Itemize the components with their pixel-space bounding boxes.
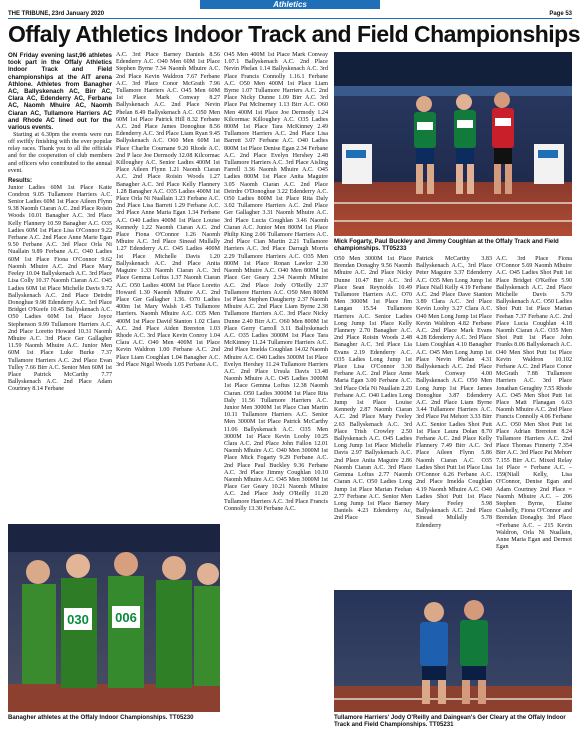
photo-runners-podium (334, 52, 572, 236)
article-column-5 (416, 256, 492, 586)
results-text: O45 Men 400M 1st Place Mark Conway 1.07.1 Ballyskenach A.C. 2nd Place Nevin Phelan 1.14 Ballyskenach A.C. 3rd Place Francis Connolly 1.16.1 Ferbane A.C. O50 Men 400M 1st Place Liam Byrne 1.07 Tullamore Harriers A.C. 2nd Place Nicky Dunne 1.09 Birr A.C. 3rd Place Pat McInerney 1.13 Birr A.C. O60 Men 400M 1st Place Joe Dermody 1.24 Kilcormac Killoughey A.C. O35 Ladies 800M 1st Place Tara McKinney 2.49 Tullamore Harriers A.C. 2nd Place Lisa Barrett 3.07 Ferbane A.C. O40 Ladies 800M 1st Place Denise Egan 2.34 Ferbane A.C. 2nd Place Evelyn Hershey 2.48 Tullamore Harriers A.C. 3rd Place Aisling Farrell 3.36 Naomh Mhuire A.C. O45 Ladies 800M 1st Place Anita Maguire 3.05 Naomh Ciaran A.C. 2nd Place Deirdre O'Donoghue 3.22 Edenderry A.C. O50 Ladies 800M 1st Place Rita Daly 3.02 Tullamore Harriers A.C. 2nd Place Ger Gallagher 3.31 Naomh Mhuire A.C. 3rd Place Lucia Coughlan 3.46 Naomh Ciaran A.C. Junior Men 800M 1st Place Philip King 2.06 Tullamore Harriers A.C. 2nd Place Cian Martin 2.21 Tullamore Harriers A.C. 3rd Place Darragh Morris 2.29 Tullamore Harriers A.C. O35 Men 800M 1st Place Ronan Lawlor 2.30 Naomh Mhuire A.C. O40 Men 800M 1st Place Ger Geary 2.34 Naomh Mhuire A.C. 2nd Place Jody O'Reilly 2.37 Tullamore Harriers A.C. O50 Men 800M 1st Place Stephen Daugherty 2.37 Naomh Mhuire A.C. 2nd Place Liam Byrne 2.38 Tullamore Harriers A.C. 3rd Place Nicky Dunne 2.40 Birr A.C. O60 Men 800M 1st Place Gerry Carroll 3.11 Ballyskenach A.C. O35 Ladies 3000M 1st Place Tara McKinney 11.24 Tullamore Harriers A.C. 2nd Place Imelda Coughlan 14.02 Naomh Mhuire A.C. O40 Ladies 3000M 1st Place Evelyn Hershey 11.24 Tullamore Harriers A.C. 2nd Place Ursula Davis 13.48 Naomh Mhuire A.C. O45 Ladies 3000M 1st Place Gemma Loftus 12.38 Naomh Ciaran. O50 Ladies 3000M 1st Place Rita Daly 11.56 Tullamore Harriers A.C. Junior Men 3000M 1st Place Cian Martin 10.11 Tullamore Harriers A.C. Senior Men 3000M 1st Place Patrick McCarthy 11.06 Ballyskenach A.C. O35 Men 3000M 1st Place Kevin Looby 10.25 Clara A.C. 2nd Place John Fallon 12.01 Naomh Mhuire A.C. O40 Men 3000M 1st Place Mick Fogarty 9.29 Ferbane A.C. 2nd Place Paul Buckley 9.36 Ferbane A.C. 3rd Place Jimmy Coughlan 10.10 Naomh Mhuire A.C. O45 Men 3000M 1st Place Ger Geary 10.21 Naomh Mhuire A.C. 2nd Place Jody O'Reilly 11.20 Tullamore Harriers A.C. 3rd Place Francis Connolly 13.30 Ferbane A.C. (224, 52, 328, 512)
article-column-4 (334, 256, 412, 586)
headline: Offaly Athletics Indoor Track and Field Championships (8, 21, 580, 47)
page-number: Page 53 (549, 11, 572, 17)
photo-caption: Banagher athletes at the Offaly Indoor Championships. TT05230 (8, 714, 194, 721)
article-column-1 (8, 52, 112, 394)
paper-date: THE TRIBUNE, 23rd January 2020 (8, 11, 105, 17)
results-text: Patrick McCarthy 3.83 Ballyskenach A.C., 3rd Place Peter Maguire 3.37 Edenderry A.C. O35 Men Long Jump 1st Place Niall Kelly 4.19 Ferbane A.C. 2nd Place Dave Stanton 3.89 Clara A.C. 3rd Place Kevin Looby 3.27 Clara A.C. O40 Men Long Jump 1st Place Kevin Waldron 4.82 Ferbane A.C. 2nd Place Mark Evans 4.28 Edenderry A.C. 3rd Place Liam Coughlan 4.10 Banagher A.C. O45 Men Long Jump 1st Place Nevin Phelan 4.31 Ballyskenach A.C. 2nd Place Mark Conway 4.00 Ballyskenach A.C. O50 Men Long Jump 1st Place James Donoghue 3.87 Edenderry A.C. 2nd Place Liam Byrne 3.44 Tullamore Harriers A.C. 3rd Place Pat Mehorr 3.33 Birr A.C. Senior Ladies Shot Putt 1st Place Laura Dolan 8.70 Ferbane A.C. 2nd Place Kelly Flannery 7.49 Birr A.C. 3rd Place Aileen Flynn 5.86 Naomh Ciaran A.C. O35 Ladies Shot Putt 1st Place Lisa O'Connor 6.26 Ferbane A.C. 2nd Place Imelda Coughlan 4.19 Naomh Mhuire A.C. O40 Ladies Shot Putt 1st Place Mary Feeley 5.98 Ballyskenach A.C. 2nd Place Sinead Mullally 5.78 Edenderry (416, 256, 492, 529)
results-text: O50 Men 3000M 1st Place Brendan Donaghy 9.56 Naomh Mhuire A.C. 2nd Place Nicky Dunne 10.47 Birr A.C. 3rd Place Sean Reynolds 10.49 Tullamore Harriers A.C. O70 Men 3000M 1st Place Jim Langan 15.54 Tullamore Harriers A.C. Senior Ladies Long Jump 1st Place Kelly Flannery 2.70 Banagher A.C. 2nd Place Roisin Woods 2.48 Banagher A.C. 3rd Place Lia Evans 2.19 Edenderry A.C. O35 Ladies Long Jump 1st Place Lisa O'Connor 3.30 Ferbane A.C. 2nd Place Anne Maria Egan 3.00 Ferbane A.C. 3rd Place Orla Ni Nuallain 2.20 Ferbane A.C. O40 Ladies Long Jump 1st Place Louise Kennedy 2.87 Naomh Ciaran A.C. 2nd Place Mary Feeley 2.63 Ballyskenach A.C. 3rd Place Trish Crowley 2.50 Ballyskenach A.C. O45 Ladies Long Jump 1st Place Michelle Davis 2.97 Ballyskenach A.C. 2nd Place Anita Maguire 2.86 Naomh Ciaran A.C. 3rd Place Gemma Loftus 2.77 Naomh Ciaran A.C. O50 Ladies Long Jump 1st Place Marian Feehan 2.77 Ferbane A.C. Senior Men Long Jump 1st Place Barney Daniels 4.23 Edenderry Ac, 2nd Place (334, 256, 412, 522)
lead-paragraph: ON Friday evening last,96 athletes took part in the Offaly Athletics Indoor Track and Field championships at the AIT arena Athlone. Athletes from Banagher AC, Ballyskenach AC, Birr AC, Clara AC, Edenderry AC, Ferbane AC, Naomh Mhuire AC, Naomh Ciaran AC, Tullamore Harriers AC and Rhode AC lined out for the various events. (8, 52, 112, 132)
photo-tullamore-daingean-image (334, 590, 572, 712)
bib-number: 030 (67, 612, 89, 627)
photo-caption: Tullamore Harriers' Jody O'Reilly and Daingean's Ger Cleary at the Offaly Indoor Track and Field Championships. TT05231 (334, 714, 566, 728)
photo-caption: Mick Fogarty, Paul Buckley and Jimmy Coughlan at the Offaly Track and Field championships. TT05233 (334, 238, 559, 252)
bib-number: 006 (115, 610, 137, 625)
intro-paragraph: Starting at 6.30pm the events were run off swiftly finishing with the ever popular relay races. Thank you to all the officials and for the cooperation of club members and officers who contributed to the annual event. (8, 131, 112, 174)
page-header-row (8, 10, 572, 19)
article-column-6 (496, 256, 572, 586)
results-text: A.C. 3rd Place Barney Daniels 8.56 Edenderry A.C. O40 Men 60M 1st Place Stephen Byrne 7.34 Naomh Mhuire A.C. 2nd Place Kevin Waldron 7.67 Ferbane A.C. 3rd Place Conor McGrath 7.96 Tullamore Harriers A.C. O45 Men 60M 1st Place Mark Conway 8.27 Ballyskenach A.C. 2nd Place Nevin Phelan 8.49 Ballyskenach A.C. O50 Men 60M 1st Place Patrick Hill 8.32 Ferbane A.C. 2nd Place James Donoghue 8.56 Edenderry A.C. 3rd Place Liam Ryan 9.45 Ballyskenach A.C. O60 Men 60M 1st Place Charlie Cournane 9.20 Rhode A.C. 2nd P lace Joe Dermody 12.08 Kilcormac Killoughey A.C. Senior Ladies 400M 1st Place Aileen Flynn 1.21 Naomh Ciaran A.C. 2nd Place Roisin Woods 1.27 Banagher A.C. 3rd Place Kelly Flannery 1.28 Banagher A.C. O35 Ladies 400M 1st Place Orla Ni Nuallain 1.23 Ferbane A.C. 2nd Place Lisa Barrett 1.29 Ferbane A.C. 3rd Place Anne Maria Egan 1.34 Ferbane A.C. O40 Ladies 400M 1st Place Louise Kennedy 1.22 Naomh Ciaran A.C. 2nd Place Fiona O'Connor 1.26 Naomh Mhuire A.C. 3rd Place Sinead Mullally 1.27 Edenderry A.C. O45 Ladies 400M 1st Place Michelle Davis 1.20 Ballyskenach A.C. 2nd Place Anita Maguire 1.33 Naomh Ciaran A.C. 3rd Place Gemma Loftus 1.37 Naomh Ciaran A.C. O50 Ladies 400M 1st Place Loretto Howard 1.30 Naomh Mhuire A.C. 2nd Place Ger Gallagher 1.36. O70 Ladies 400m 1st Mary Walsh 1.45 Tullamore Harriers. Naomh Mhuire A.C. O35 Men 400M 1st Place David Stanton 1.02 Clara A.C. 2nd Place Aiden Brereton 1.03 Rhode A.C. 3rd Place Kevin Conroy 1.04 Clara A.C. O40 Men 400M 1st Place Kevin Waldron 1.00 Ferbane A.C. 2nd Place Liam Coughlan 1.04 Banagher A.C. 3rd Place Nigel Woods 1.05 Ferbane A.C. (116, 52, 220, 368)
photo-runners-podium-image (334, 52, 572, 236)
section-header (0, 0, 580, 10)
article-column-2 (116, 52, 220, 522)
photo-tullamore-daingean (334, 590, 572, 712)
results-text: A.C. 3rd Place Fiona O'Connor 5.69 Naomh Mhuire A.C. O45 Ladies Shot Putt 1st Place Bridget O'Keffee 5.90 Ballyskenach A.C. 2nd Place Michelle Davis 5.79 Ballyskenach A.C. O50 Ladies Shot Putt 1st Place Marian Feehan 7.37 Ferbane A.C. 2nd Place Lucia Coughlan 4.18 Naomh Ciaran A.C. O35 Men Shot Putt 1st Place John Franks 8.06 Ballyskenach A.C. O40 Men Shot Putt 1st Place Kevin Waldron 10.102 Ferbane A.C. 2nd Place Conor McGrath 7.88 Tullamore Harriers A.C. 3rd Place Jonathan Geraghty 7.55 Rhode A.C. O45 Men Shot Putt 1st Place Matt Flanagan 6.63 Naomh Mhuire A.C. 2nd Place Francis Connolly 4.06 Ferbane A.C. O50 Men Shot Putt 1st Place Adrian Brereton 8.24 Tullamore Harriers A.C. 2nd Place Thomas Finnerty 7.354 Birr A.C. 3rd Place Pat Mehorr 7.155 Birr A.C. Mixed Relay 1st Place = Ferbane A.C. – 159(Niall Kelly, Lisa O'Connor, Denise Egan and Adam Courtney 2nd Place = Naomh Mhuire A.C. – 206 Stephen Byrne, Elaine Cushelly, Fiona O'Connor and Brendan Donaghy. 3rd Place =Ferbane A.C. – 215 Kevin Waldron, Orla Ni Nuallain, Anne Maria Egan and Dermot Egan (496, 256, 572, 551)
photo-banagher-athletes (8, 524, 220, 712)
article-column-3 (224, 52, 328, 707)
section-label: Athletics (200, 0, 380, 9)
results-heading: Results: (8, 176, 33, 184)
results-text: Junior Ladies 60M 1st Place Katie Condron 9.05 Tullamore Harriers A.C. Senior Ladies 60M 1st Place Aileen Flynn 9.38 Naomh Ciaran A.C. 2nd Place Roisin Woods 10.01 Banagher A.C. 3rd Place Kelly Flannery 10.59 Banagher A.C. O35 Ladies 60M 1st Place Lisa O'Connor 9.22 Ferbane A.C. 2nd Place Anne Marie Egan 9.50 Ferbane A.C. 3rd Place Orla Ni Nuallain 9.89 Ferbane A.C. O40 Ladies 60M 1st Place Fiona O'Connor 9.62 Naomh Mhuire A.C. 2nd Place Mary Feeley 10.04 Ballyskenach A.C. 3rd Place Lisa Colly 10.37 Naomh Ciaran A.C. O45 Ladies 60M 1st Place Michelle Davis 9.72 Ballyskenach A.C. 2nd Place Deirdre Donoghue 9.98 Edenderry A.C. 3rd Place Bridget O'Keefe 10.45 Ballyskenach A.C. O50 Ladies 60M 1st Place Joyce Stephenson 9.99 Tullamore Harriers A.C. 2nd Place Loretto Howard 10.31 Naomh Mhuire A.C. 3rd Place Ger Gallagher 11.59 Naomh Mhuire A.C. Junior Men 60M 1st Place Luke Burke 7.37 Tullamore Harriers A.C. 2nd Place Evan Tulley 7.66 Birr A.C. Senior Men 60M 1st Place Patrick McCarthy 7.77 Ballyskenach A.C. 2nd Place Adam Courtney 8.14 Ferbane (8, 184, 112, 393)
photo-banagher-athletes-image (8, 524, 220, 712)
